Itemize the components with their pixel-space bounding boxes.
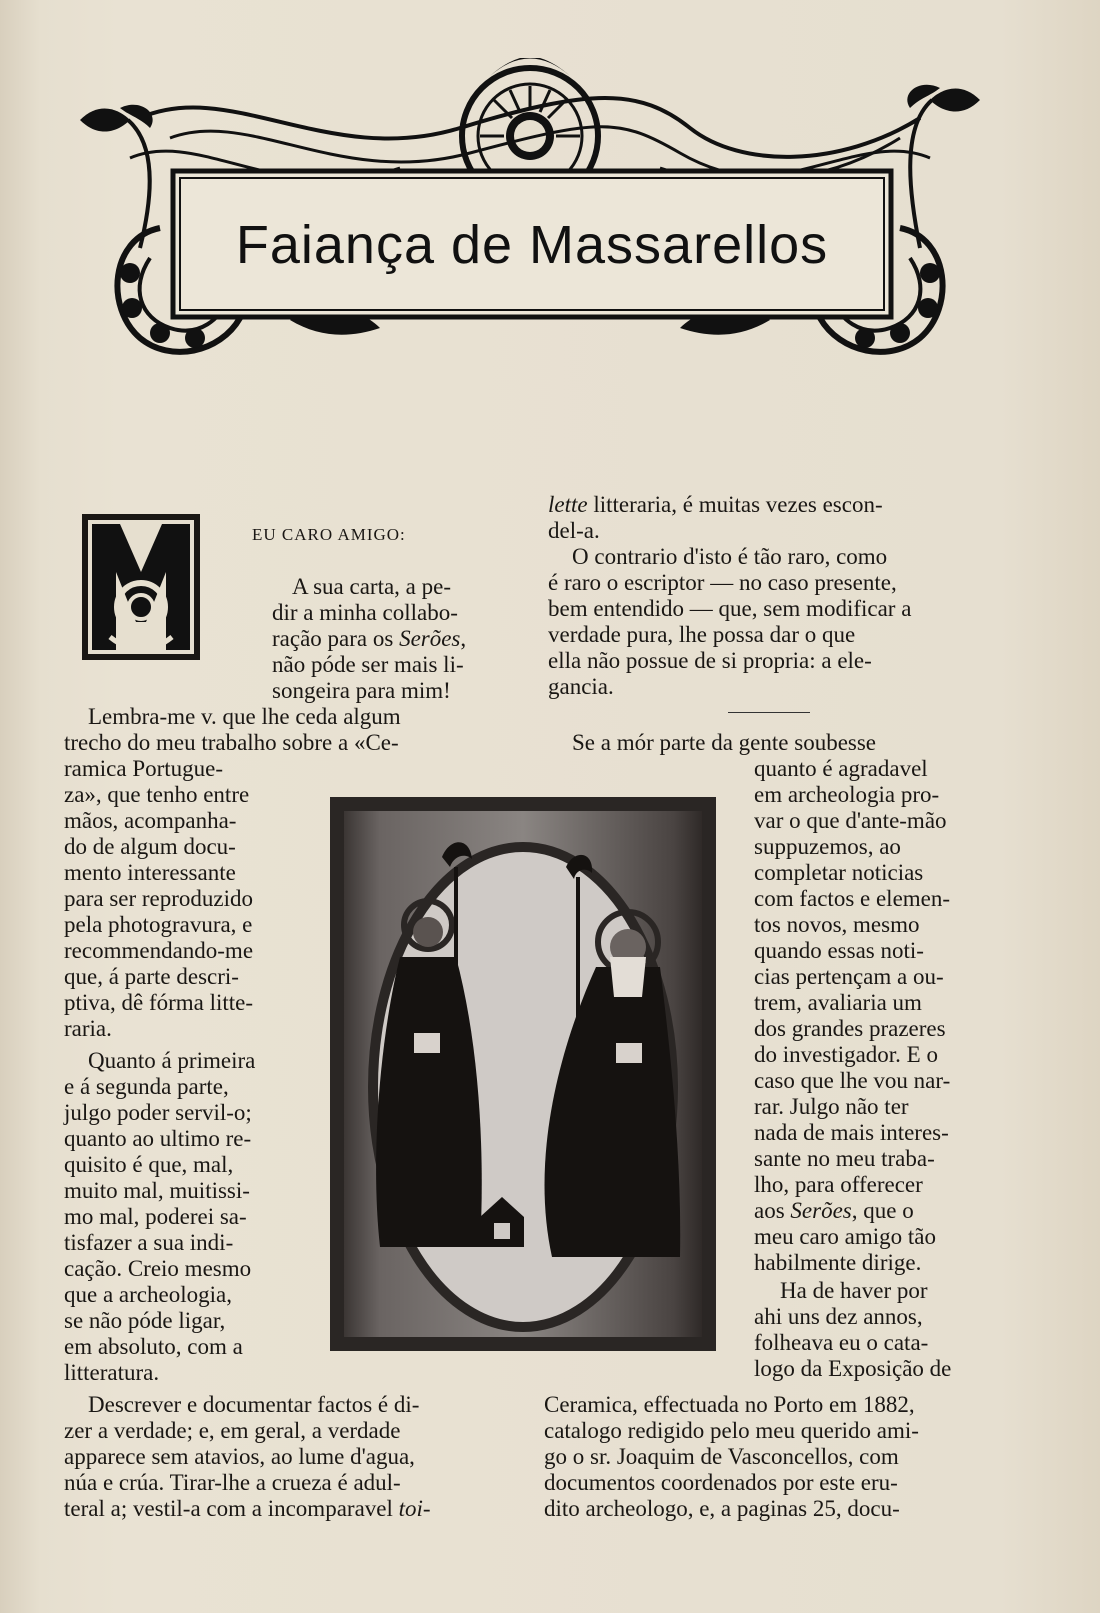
text-line: núa e crúa. Tirar-lhe a crueza é adul- <box>64 1470 401 1495</box>
saints-tile-illustration <box>330 797 716 1351</box>
text-line: litteratura. <box>64 1360 160 1385</box>
text-line: Ceramica, effectuada no Porto em 1882, <box>544 1392 915 1417</box>
text-line: mãos, acompanha- <box>64 808 237 833</box>
left-lily-ornament <box>80 105 153 248</box>
text-line: songeira para mim! <box>272 678 451 703</box>
text-line: catalogo redigido pelo meu querido ami- <box>544 1418 919 1443</box>
text-line: raria. <box>64 1016 112 1041</box>
text-line: apparece sem atavios, ao lume d'agua, <box>64 1444 415 1469</box>
text-line: tisfazer a sua indi- <box>64 1230 234 1255</box>
text-line: não póde ser mais li- <box>272 652 464 677</box>
text-line: completar noticias <box>754 860 924 885</box>
article-title: Faiança de Massarellos <box>235 215 829 275</box>
text-line: dos grandes prazeres <box>754 1016 946 1041</box>
right-lily-ornament <box>907 85 980 248</box>
text-line: folheava eu o cata- <box>754 1330 929 1355</box>
text-line: em absoluto, com a <box>64 1334 243 1359</box>
title-frame <box>178 176 886 314</box>
text-line: em archeologia pro- <box>754 782 940 807</box>
text-line: quanto ao ultimo re- <box>64 1126 252 1151</box>
text-line: trem, avaliaria um <box>754 990 922 1015</box>
text-line: ramica Portugue- <box>64 756 224 781</box>
text-line: zer a verdade; e, em geral, a verdade <box>64 1418 401 1443</box>
text-line: ração para os Serões, <box>272 626 467 651</box>
text-line: tos novos, mesmo <box>754 912 920 937</box>
text-line: ptiva, dê fórma litte- <box>64 990 254 1015</box>
text-line: lette litteraria, é muitas vezes escon- <box>548 492 883 517</box>
text-line: Se a mór parte da gente soubesse <box>572 730 877 755</box>
text-line: quando essas noti- <box>754 938 924 963</box>
text-line: documentos coordenados por este eru- <box>544 1470 898 1495</box>
text-line: meu caro amigo tão <box>754 1224 937 1249</box>
text-line: quisito é que, mal, <box>64 1152 234 1177</box>
text-line: trecho do meu trabalho sobre a «Ce- <box>64 730 399 755</box>
text-line: quanto é agradavel <box>754 756 928 781</box>
text-line: e á segunda parte, <box>64 1074 229 1099</box>
text-line: suppuzemos, ao <box>754 834 901 859</box>
text-line: habilmente dirige. <box>754 1250 922 1275</box>
text-line: rar. Julgo não ter <box>754 1094 909 1119</box>
text-line: Ha de haver por <box>780 1278 928 1303</box>
text-line: do de algum docu- <box>64 834 236 859</box>
text-line: sante no meu traba- <box>754 1146 935 1171</box>
text-line: ella não possue de si propria: a ele- <box>548 648 872 673</box>
text-line: dito archeologo, e, a paginas 25, docu- <box>544 1496 900 1521</box>
text-line: aos Serões, que o <box>754 1198 914 1223</box>
text-line: var o que d'ante-mão <box>754 808 947 833</box>
text-line: Quanto á primeira <box>88 1048 256 1073</box>
text-line: go o sr. Joaquim de Vasconcellos, com <box>544 1444 899 1469</box>
text-line: é raro o escriptor — no caso presente, <box>548 570 897 595</box>
text-line: nada de mais interes- <box>754 1120 949 1145</box>
text-line: del-a. <box>548 518 600 543</box>
text-line: para ser reproduzido <box>64 886 254 911</box>
text-line: com factos e elemen- <box>754 886 951 911</box>
text-line: Descrever e documentar factos é di- <box>88 1392 420 1417</box>
text-line: O contrario d'isto é tão raro, como <box>572 544 888 569</box>
text-line: do investigador. E o <box>754 1042 938 1067</box>
salutation: EU CARO AMIGO: <box>252 525 406 544</box>
text-line: que a archeologia, <box>64 1282 232 1307</box>
text-line: cação. Creio mesmo <box>64 1256 252 1281</box>
text-line: A sua carta, a pe- <box>292 574 452 599</box>
text-line: logo da Exposição de <box>754 1356 952 1381</box>
drop-cap-m <box>80 512 202 662</box>
text-line: gancia. <box>548 674 614 699</box>
text-line: teral a; vestil-a com a incomparavel toi- <box>64 1496 431 1521</box>
text-line: pela photogravura, e <box>64 912 253 937</box>
text-line: recommendando-me <box>64 938 254 963</box>
text-line: bem entendido — que, sem modificar a <box>548 596 912 621</box>
text-line: mento interessante <box>64 860 236 885</box>
photogravure-image <box>330 797 716 1351</box>
text-line: se não póde ligar, <box>64 1308 226 1333</box>
text-line: julgo poder servil-o; <box>64 1100 252 1125</box>
text-line: dir a minha collabo- <box>272 600 458 625</box>
text-line: ahi uns dez annos, <box>754 1304 923 1329</box>
text-line: verdade pura, lhe possa dar o que <box>548 622 856 647</box>
section-divider <box>728 712 810 713</box>
text-line: muito mal, muitissi- <box>64 1178 250 1203</box>
text-line: que, á parte descri- <box>64 964 239 989</box>
text-line: caso que lhe vou nar- <box>754 1068 951 1093</box>
text-line: cias pertençam a ou- <box>754 964 944 989</box>
text-line: lho, para offerecer <box>754 1172 923 1197</box>
text-line: za», que tenho entre <box>64 782 250 807</box>
text-line: Lembra-me v. que lhe ceda algum <box>88 704 401 729</box>
text-line: mo mal, poderei sa- <box>64 1204 247 1229</box>
